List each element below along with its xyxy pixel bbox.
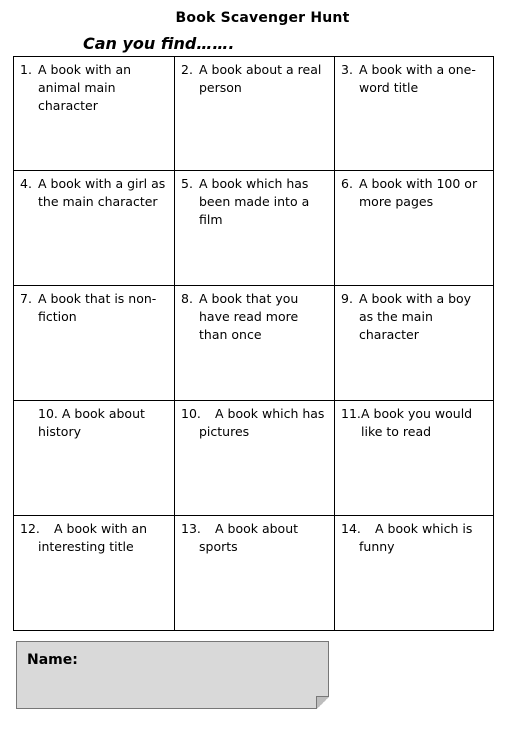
item-text: A book which is funny bbox=[359, 521, 473, 554]
item-number: 1. bbox=[20, 62, 32, 77]
name-field[interactable] bbox=[16, 641, 329, 709]
item-number: 7. bbox=[20, 291, 32, 306]
item-number: 10. bbox=[38, 406, 58, 421]
item-text: A book with an animal main character bbox=[38, 62, 132, 113]
item-text: A book that is non-fiction bbox=[38, 291, 157, 324]
item-text: A book with 100 or more pages bbox=[359, 176, 478, 209]
item-number: 12. bbox=[20, 521, 40, 536]
scavenger-cell bbox=[13, 285, 175, 401]
item-text: A book which has pictures bbox=[199, 406, 325, 439]
item-text: A book that you have read more than once bbox=[199, 291, 299, 342]
scavenger-cell bbox=[13, 170, 175, 286]
scavenger-cell bbox=[334, 285, 494, 401]
item-text: A book about history bbox=[38, 406, 145, 439]
page-curl-corner bbox=[316, 696, 329, 709]
item-number: 2. bbox=[181, 62, 193, 77]
scavenger-cell bbox=[13, 515, 175, 631]
item-number: 6. bbox=[341, 176, 353, 191]
item-text: A book with a girl as the main character bbox=[38, 176, 166, 209]
item-text: A book with a boy as the main character bbox=[359, 291, 472, 342]
name-label: Name: bbox=[27, 652, 78, 668]
scavenger-cell bbox=[334, 56, 494, 171]
scavenger-cell bbox=[174, 515, 335, 631]
item-text: A book with a one-word title bbox=[359, 62, 476, 95]
item-text: A book with an interesting title bbox=[38, 521, 148, 554]
item-number: 5. bbox=[181, 176, 193, 191]
page-subtitle: Can you find……. bbox=[83, 34, 235, 53]
item-text: A book which has been made into a film bbox=[199, 176, 310, 227]
item-number: 13. bbox=[181, 521, 201, 536]
scavenger-cell bbox=[174, 285, 335, 401]
scavenger-cell bbox=[13, 400, 175, 516]
scavenger-cell bbox=[334, 400, 494, 516]
item-number: 3. bbox=[341, 62, 353, 77]
item-text: A book about a real person bbox=[199, 62, 322, 95]
item-text: A book about sports bbox=[199, 521, 299, 554]
scavenger-cell bbox=[13, 56, 175, 171]
item-number: 8. bbox=[181, 291, 193, 306]
scavenger-cell bbox=[334, 515, 494, 631]
scavenger-cell bbox=[174, 56, 335, 171]
item-number: 14. bbox=[341, 521, 361, 536]
page-title: Book Scavenger Hunt bbox=[175, 10, 350, 26]
item-number: 10. bbox=[181, 406, 201, 421]
item-number: 9. bbox=[341, 291, 353, 306]
item-number: 4. bbox=[20, 176, 32, 191]
scavenger-grid bbox=[13, 56, 493, 631]
item-text: A book you would like to read bbox=[361, 406, 473, 439]
scavenger-cell bbox=[174, 400, 335, 516]
scavenger-cell bbox=[334, 170, 494, 286]
item-number: 11. bbox=[341, 406, 361, 421]
scavenger-cell bbox=[174, 170, 335, 286]
